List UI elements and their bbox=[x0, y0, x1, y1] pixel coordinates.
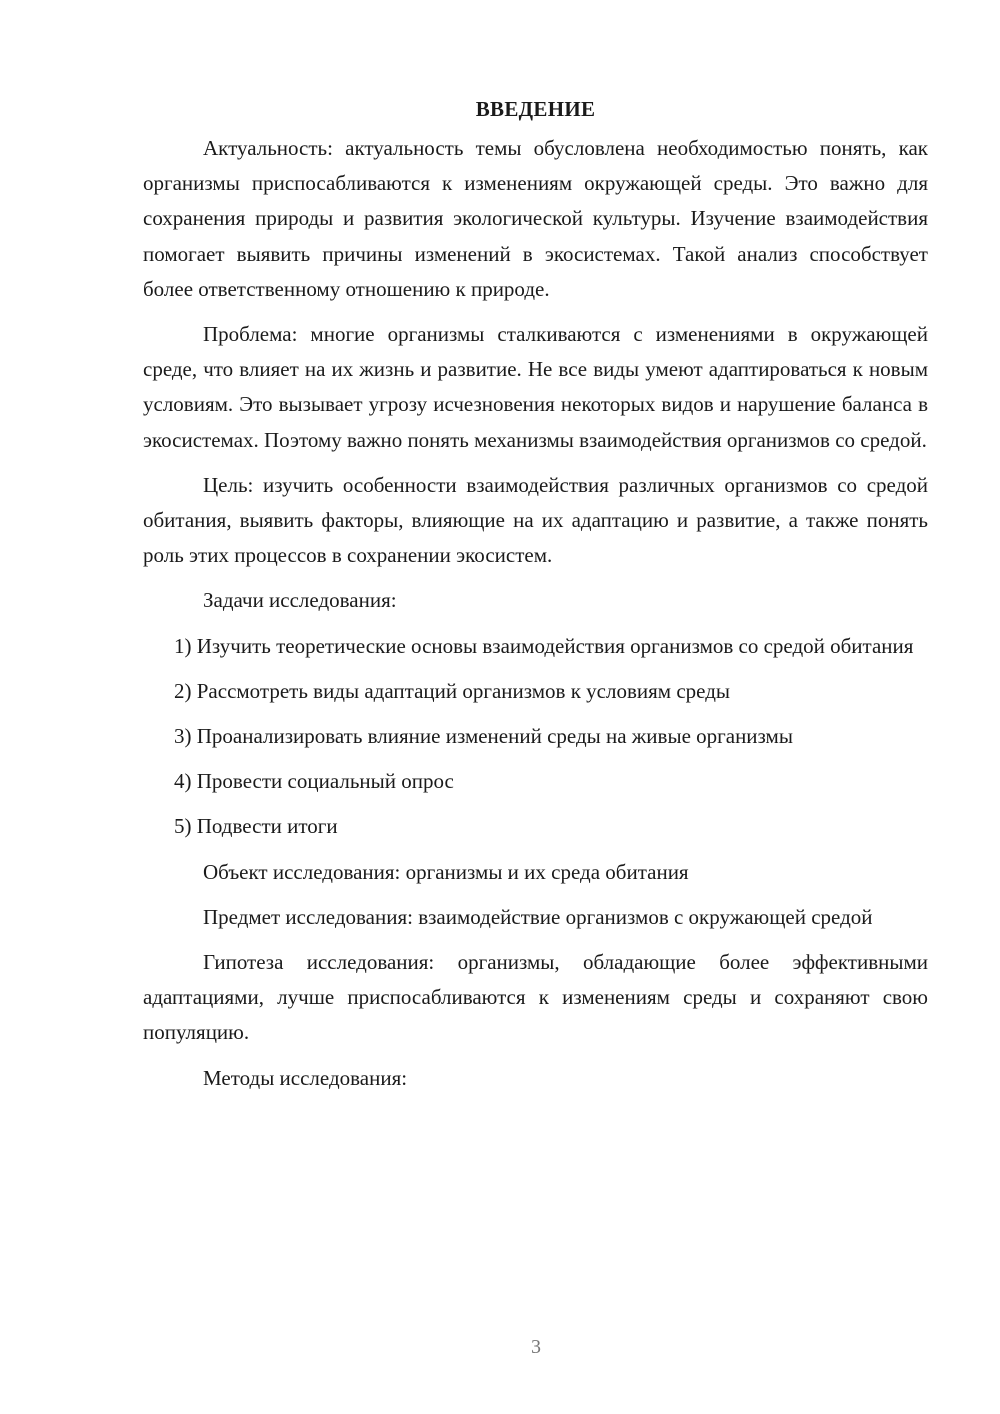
paragraph-methods: Методы исследования: bbox=[203, 1065, 408, 1090]
task-item-1: 1) Изучить теоретические основы взаимодействия организмов со средой обитания bbox=[174, 633, 914, 658]
document-page bbox=[143, 92, 928, 1106]
page-number: 3 bbox=[531, 1336, 541, 1358]
page-title: ВВЕДЕНИЕ bbox=[475, 97, 596, 121]
paragraph-object: Объект исследования: организмы и их среда обитания bbox=[203, 859, 689, 884]
paragraph-tasks-heading: Задачи исследования: bbox=[203, 588, 397, 613]
task-item-2: 2) Рассмотреть виды адаптаций организмов к условиям среды bbox=[174, 678, 730, 703]
task-item-3: 3) Проанализировать влияние изменений среды на живые организмы bbox=[174, 724, 793, 749]
task-item-4: 4) Провести социальный опрос bbox=[174, 769, 454, 794]
paragraph-goal: Цель: изучить особенности взаимодействия различных организмов со средой обитания, выявить факторы, влияющие на их адаптацию и развитие, а также понять роль этих процессов в сохранении экосистем. bbox=[143, 472, 928, 568]
paragraph-hypothesis: Гипотеза исследования: организмы, обладающие более эффективными адаптациями, лучше приспосабливаются к изменениям среды и сохраняют свою популяцию. bbox=[143, 950, 928, 1045]
paragraph-subject: Предмет исследования: взаимодействие организмов с окружающей средой bbox=[203, 904, 873, 929]
paragraph-relevance: Актуальность: актуальность темы обусловлена необходимостью понять, как организмы приспосабливаются к изменениям окружающей среды. Это важно для сохранения природы и развития экологической культуры. Изучение взаимодействия помогает выявить причины изменений в экосистемах. Такой анализ способствует более ответственному отношению к природе. bbox=[143, 136, 928, 301]
paragraph-problem: Проблема: многие организмы сталкиваются с изменениями в окружающей среде, что влияет на их жизнь и развитие. Не все виды умеют адаптироваться к новым условиям. Это вызывает угрозу исчезновения некоторых видов и нарушение баланса в экосистемах. Поэтому важно понять механизмы взаимодействия организмов со средой. bbox=[143, 322, 928, 452]
task-item-5: 5) Подвести итоги bbox=[174, 814, 338, 839]
